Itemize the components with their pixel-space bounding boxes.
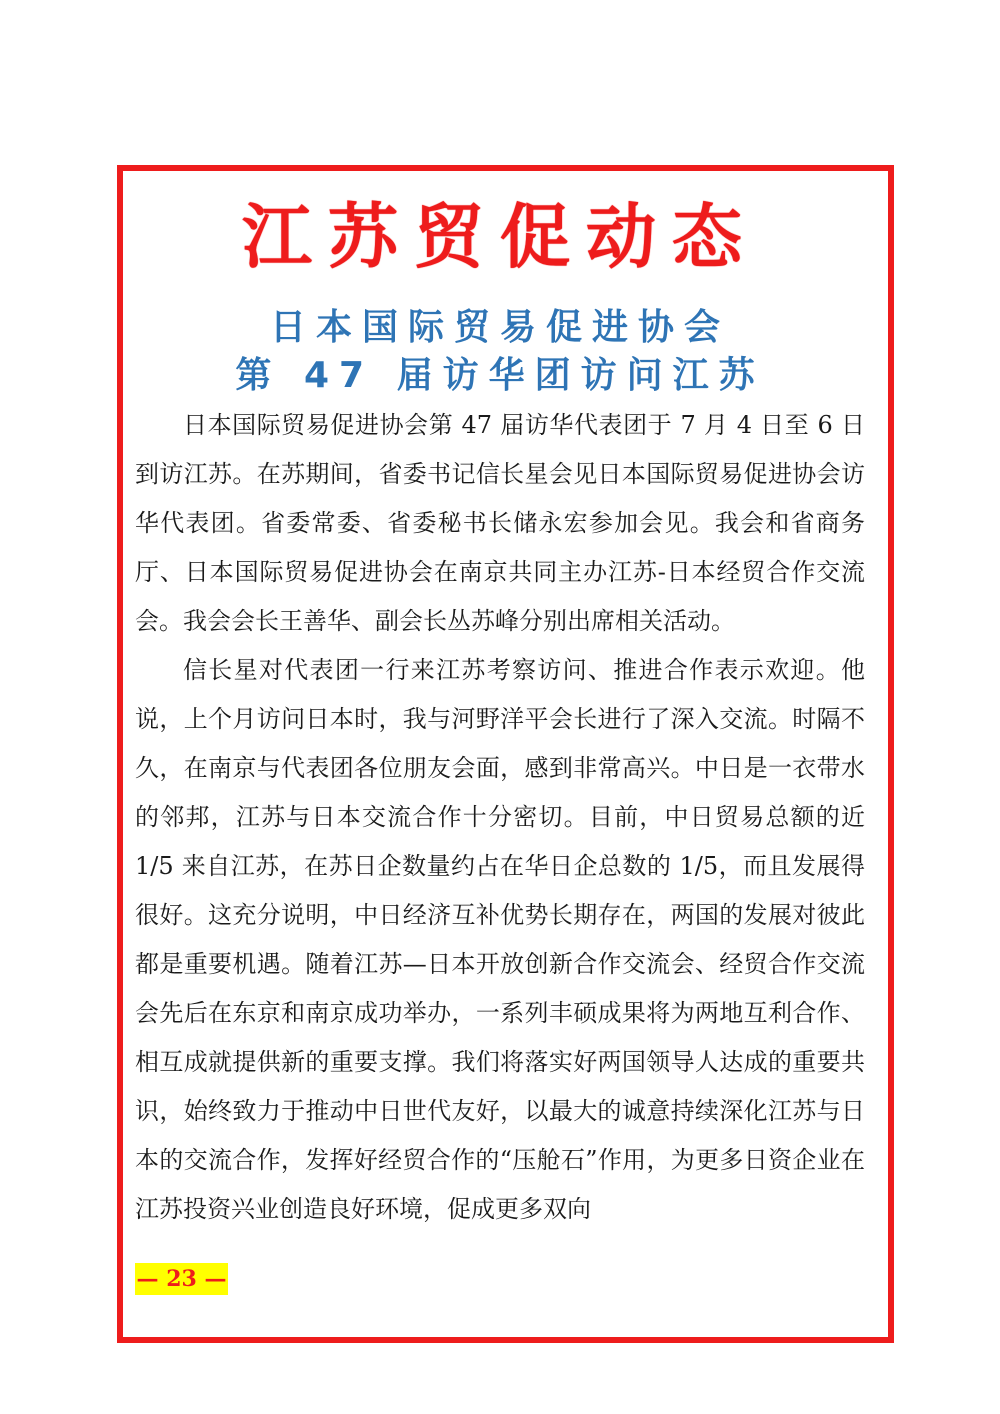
section-title: 江苏贸促动态 <box>242 196 758 278</box>
paragraph-2: 信长星对代表团一行来江苏考察访问、推进合作表示欢迎。他说，上个月访问日本时，我与河野洋平会长进行了深入交流。时隔不久，在南京与代表团各位朋友会面，感到非常高兴。中日是一衣带水的邻邦，江苏与日本交流合作十分密切。目前，中日贸易总额的近 1/5 来自江苏，在苏日企数量约占在华日企总数的 1/5，而且发展得很好。这充分说明，中日经济互补优势长期存在，两国的发展对彼此都是重要机遇。随着江苏—日本开放创新合作交流会、经贸合作交流会先后在东京和南京成功举办，一系列丰硕成果将为两地互利合作、相互成就提供新的重要支撑。我们将落实好两国领导人达成的重要共识，始终致力于推动中日世代友好，以最大的诚意持续深化江苏与日本的交流合作，发挥好经贸合作的“压舱石”作用，为更多日资企业在江苏投资兴业创造良好环境，促成更多双向 <box>135 656 865 1223</box>
article-title-line-2: 第 47 届访华团访问江苏 <box>235 355 765 396</box>
article-body <box>135 401 865 1234</box>
paragraph-1: 日本国际贸易促进协会第 47 届访华代表团于 7 月 4 日至 6 日到访江苏。在苏期间，省委书记信长星会见日本国际贸易促进协会访华代表团。省委常委、省委秘书长储永宏参加会见。我会和省商务厅、日本国际贸易促进协会在南京共同主办江苏-日本经贸合作交流会。我会会长王善华、副会长丛苏峰分别出席相关活动。 <box>135 411 865 635</box>
article-title-line-1: 日本国际贸易促进协会 <box>269 307 730 348</box>
page-number: — 23 — <box>135 1263 228 1295</box>
